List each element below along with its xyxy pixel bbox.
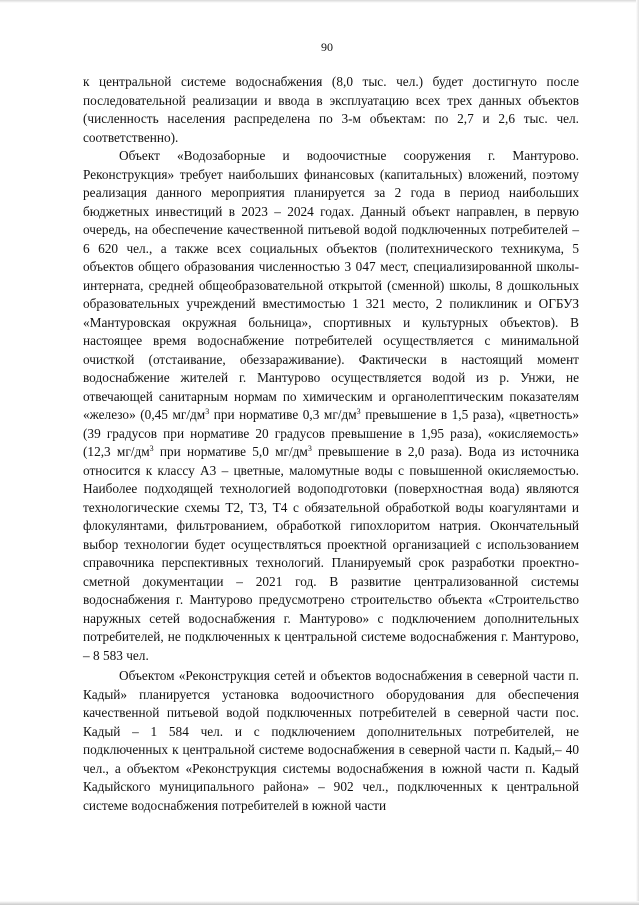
text-run: при нормативе 5,0 мг/дм: [153, 444, 308, 459]
paragraph-kadyi-water-networks: Объектом «Реконструкция сетей и объектов водоснабжения в северной части п. Кадый» планируется установка водоочистного оборудования для обеспечения качественной питьевой водой подключенных потребителей в северной части пос. Кадый – 1 584 чел. и с подключением дополнительных потребителей, не подключенных к центральной системе водоснабжения в северной части п. Кадый,– 40 чел., а объектом «Реконструкция системы водоснабжения в южной части п. Кадый Кадыйского муниципального района» – 902 чел., подключенных к центральной системе водоснабжения потребителей в южной части: [83, 668, 579, 813]
page-number: 90: [321, 40, 333, 54]
superscript: 3: [307, 444, 312, 453]
text-run: при нормативе 0,3 мг/дм: [209, 407, 357, 422]
scan-edge-top: [0, 0, 639, 3]
superscript: 3: [356, 407, 361, 416]
paragraph-continuation: к центральной системе водоснабжения (8,0 тыс. чел.) будет достигнуто после последовательной реализации и ввода в эксплуатацию всех трех данных объектов (численность населения распределена по 3-м объектам: по 2,7 и 2,6 тыс. чел. соответственно).: [83, 74, 579, 145]
superscript: 3: [149, 444, 154, 453]
text-run: Объект «Водозаборные и водоочистные сооружения г. Мантурово. Реконструкция» требует наибольших финансовых (капитальных) вложений, поэтому реализация данного мероприятия планируется за 2 года в период наибольших бюджетных инвестиций в 2023 – 2024 годах. Данный объект направлен, в первую очередь, на обеспечение качественной питьевой водой подключенных потребителей – 6 620 чел., а также всех социальных объектов (политехнического техникума, 5 объектов общего образования численностью 3 047 мест, специализированной школы-интерната, средней общеобразовательной открытой (сменной) школы, 8 дошкольных образовательных учреждений вместимостью 1 321 место, 2 поликлиник и ОГБУЗ «Мантуровская окружная больница», спортивных и культурных объектов). В настоящее время водоснабжение потребителей осуществляется с минимальной очисткой (отстаивание, обеззараживание). Фактически в настоящий момент водоснабжение жителей г. Мантурово осуществляется водой из р. Унжи, не отвечающей санитарным нормам по химическим и органолептическим показателям «железо» (0,45 мг/дм: [83, 148, 579, 422]
scan-edge-bottom: [0, 901, 639, 905]
superscript: 3: [205, 407, 210, 416]
text-run: превышение в 2,0 раза). Вода из источника относится к классу А3 – цветные, маломутные воды с повышенной окисляемостью. Наиболее подходящей технологией водоподготовки (поверхностная вода) являются технологические схемы Т2, Т3, Т4 с обязательной обработкой воды коагулянтами и флокулянтами, фильтрованием, обработкой гипохлоритом натрия. Окончательный выбор технологии будет осуществляться проектной организацией с использованием справочника перспективных технологий. Планируемый срок разработки проектно-сметной документации – 2021 год. В развитие централизованной системы водоснабжения г. Мантурово предусмотрено строительство объекта «Строительство наружных сетей водоснабжения г. Мантурово» с подключением дополнительных потребителей, не подключенных к центральной системе водоснабжения г. Мантурово, – 8 583 чел.: [83, 444, 579, 663]
paragraph-manturovo-water-facilities: [83, 147, 579, 665]
text-run: превышение в 1,5 раза), «цветность» (39 градусов при нормативе 20 градусов превышение в 1,95 раза), «окисляемость» (12,3 мг/дм: [83, 407, 579, 459]
